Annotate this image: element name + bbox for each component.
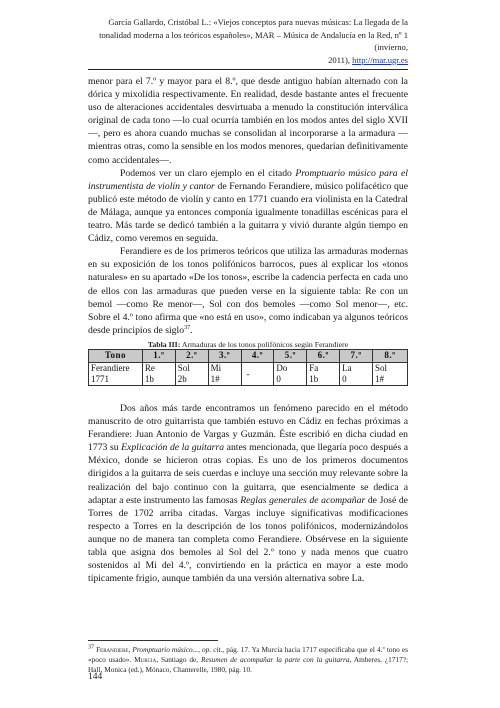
footnote-number: 37 xyxy=(88,644,94,651)
cell-line: 1b xyxy=(309,374,319,384)
paragraph-2 xyxy=(88,167,408,246)
cell-line: Ferandiere xyxy=(91,363,130,373)
paragraph-4 xyxy=(88,402,408,585)
footnote-title-2: Resumen de acompañar la parte con la guitarra xyxy=(201,655,350,665)
table-cell xyxy=(274,363,307,386)
paragraph-4-text-b: antes mencionada, que llegaría poco después a México, donde se hicieron otras copias. Es uno de los primeros documentos dirigidos a la guitarra de seis cuerdas e incluye una sección muy relevante sobre la realización del bajo continuo con la guitarra, que esencialmente se dedica a adaptar a este instrumento las famosas xyxy=(88,442,408,506)
header-line-3 xyxy=(88,54,408,67)
paragraph-2-text-a: Podemos ver un claro ejemplo en el citado xyxy=(120,167,296,179)
cell-line: Re xyxy=(144,363,155,373)
cell-line: 0 xyxy=(276,374,281,384)
header-cell-3: 3.º xyxy=(208,350,241,363)
table-caption-text: Armaduras de los tonos polifónicos según Ferandiere xyxy=(180,340,349,349)
header-rule xyxy=(88,69,408,70)
paragraph-3 xyxy=(88,245,408,337)
paragraph-1: menor para el 7.º y mayor para el 8.º, que desde antiguo habían alternado con la dórica y mixolidia respectivamente. En realidad, desde bastante antes el frecuente uso de alteraciones accidentales desvirtuaba a menudo la constitución interválica original de cada tono —lo cual ocurría también en los modos antes del siglo XVII—, pero es ahora cuando muchas se consolidan al incorporarse a la armadura —mientras otras, como la sensible en los modos menores, quedarían definitivamente como accidentales—. xyxy=(88,76,408,166)
cell-line: Do xyxy=(276,363,288,373)
body-text-top xyxy=(88,75,408,337)
table-cell-author xyxy=(89,363,143,386)
paragraph-4-text-c: de José de Torres de 1702 arriba citadas. Vargas incluye significativas modificaciones respecto a Torres en la descripción de los tonos polifónicos, modernizándolos aunque no de manera tan completa como Ferandiere. Obsérvese en la siguiente tabla que asigna dos bemoles al Sol del 2.º tono y nada menos que cuatro sostenidos al Mi del 4.º, convirtiendo en la práctica en mayor a este modo típicamente frigio, aunque también da una versión alternativa sobre La. xyxy=(88,494,408,585)
footnote-author-1: Ferandiere xyxy=(96,645,129,654)
footnote-title-1: Promptuario músico... xyxy=(132,645,199,654)
cell-line: 0 xyxy=(342,374,347,384)
paragraph-3-text: Ferandiere es de los primeros teóricos que utiliza las armaduras modernas en su exposición de los tonos polifónicos barrocos, pues al explicar los «tonos naturales» en su apartado «De los tonos», escribe la cadencia perfecta en cada uno de ellos con las armaduras que pueden verse en la siguiente tabla: Re con un bemol —como Re menor—, Sol con dos bemoles —como Sol menor—, etc. Sobre el 4.º tono afirma que «no está en uso», como indicaban ya algunos teóricos desde principios de siglo xyxy=(88,246,408,336)
table-cell xyxy=(175,363,208,386)
footnote-text-3: , Amberes, ¿1717?; Hall, Monica (ed.), Mónaco, Chanterelle, 1980, pág. 10. xyxy=(88,655,408,675)
paragraph-4-text-a: Dos años más tarde encontramos un fenómeno parecido en el método manuscrito de otro guitarrista que también estuvo en Cádiz en fechas próximas a Ferandiere: Juan Antonio de Vargas y Guzmán. Éste escribió en dicha ciudad en 1773 su xyxy=(88,403,408,454)
header-cell-7: 7.º xyxy=(340,350,373,363)
header-cell-2: 2.º xyxy=(175,350,208,363)
footnote-author-2: Murcia xyxy=(134,655,157,665)
cell-line: 2b xyxy=(177,374,187,384)
table-cell xyxy=(241,363,274,386)
table-caption xyxy=(88,340,408,349)
header-line-1: García Gallardo, Cristóbal L.: «Viejos conceptos para nuevas músicas: La llegada de la xyxy=(108,17,408,27)
table-header-row xyxy=(89,350,408,363)
footnote-op-cit: op. cit. xyxy=(202,645,223,654)
cell-line: Mi xyxy=(210,363,222,373)
table-cell xyxy=(340,363,373,386)
header-cell-tono: Tono xyxy=(89,350,143,363)
explicacion-title: Explicación de la guitarra xyxy=(121,442,225,454)
cell-line: 1# xyxy=(375,374,385,384)
header-cell-8: 8.º xyxy=(373,350,408,363)
cell-line: La xyxy=(342,363,352,373)
reglas-title: Reglas generales de acompañar xyxy=(240,494,366,506)
table-cell xyxy=(208,363,241,386)
table-caption-label: Tabla III: xyxy=(147,340,181,349)
table-cell xyxy=(307,363,340,386)
header-cell-5: 5.º xyxy=(274,350,307,363)
cell-line: 1b xyxy=(144,374,154,384)
header-cell-6: 6.º xyxy=(307,350,340,363)
footnote-ref-37[interactable]: 37 xyxy=(184,324,191,331)
cell-line: Sol xyxy=(177,363,190,373)
footnote-37: $^{37}$ Ferandiere, Promptuario músico..., op. cit., pág. 17. Ya Murcia hacia 1717 especificaba que el 4.º tono es «poco usado». Murcia, Santiago de, Resumen de acompañar la parte con la guitarra, Amberes, ¿1717?; Hall, Monica (ed.), Mónaco, Chanterelle, 1980, pág. 10. xyxy=(88,644,408,675)
page-number: 144 xyxy=(88,672,103,682)
cell-line: Fa xyxy=(309,363,319,373)
cell-line: Sol xyxy=(375,363,388,373)
paragraph-3-end: . xyxy=(190,324,193,336)
cell-line: 1# xyxy=(210,374,220,384)
journal-link[interactable]: http://mar.ugr.es xyxy=(352,54,408,65)
cell-line: 1771 xyxy=(91,374,109,384)
promptuario-title: Promptuario músico para el instrumentista de violín y cantor xyxy=(88,167,409,192)
table-row xyxy=(89,363,408,386)
paragraph-2-text-b: de Fernando Ferandiere, músico polifacético que publicó este método de violín y canto en 1771 cuando era violinista en la Catedral de Málaga, aunque ya entonces componía igualmente tonadillas escénicas para el teatro. Más tarde se dedicó también a la guitarra y vivió durante algún tiempo en Cádiz, como veremos en seguida. xyxy=(88,180,408,245)
table-cell xyxy=(142,363,175,386)
header-year: 2011), xyxy=(328,54,353,65)
header-cell-4: 4.º xyxy=(241,350,274,363)
header-line-2: tonalidad moderna a los teóricos españoles», MAR – Música de Andalucía en la Red, nº 1 (invierno, xyxy=(99,29,408,52)
running-header xyxy=(88,16,408,66)
footnote-text-1: , pág. 17. Ya Murcia hacia 1717 especificaba que el 4.º tono es «poco usado». xyxy=(88,645,408,665)
footnote-text-2: , Santiago de, xyxy=(156,655,202,665)
body-text-bottom xyxy=(88,402,408,585)
header-cell-1: 1.º xyxy=(142,350,175,363)
footnote-rule xyxy=(88,640,218,641)
cell-line: - xyxy=(246,368,250,379)
armaduras-table xyxy=(88,349,408,386)
table-cell xyxy=(373,363,408,386)
